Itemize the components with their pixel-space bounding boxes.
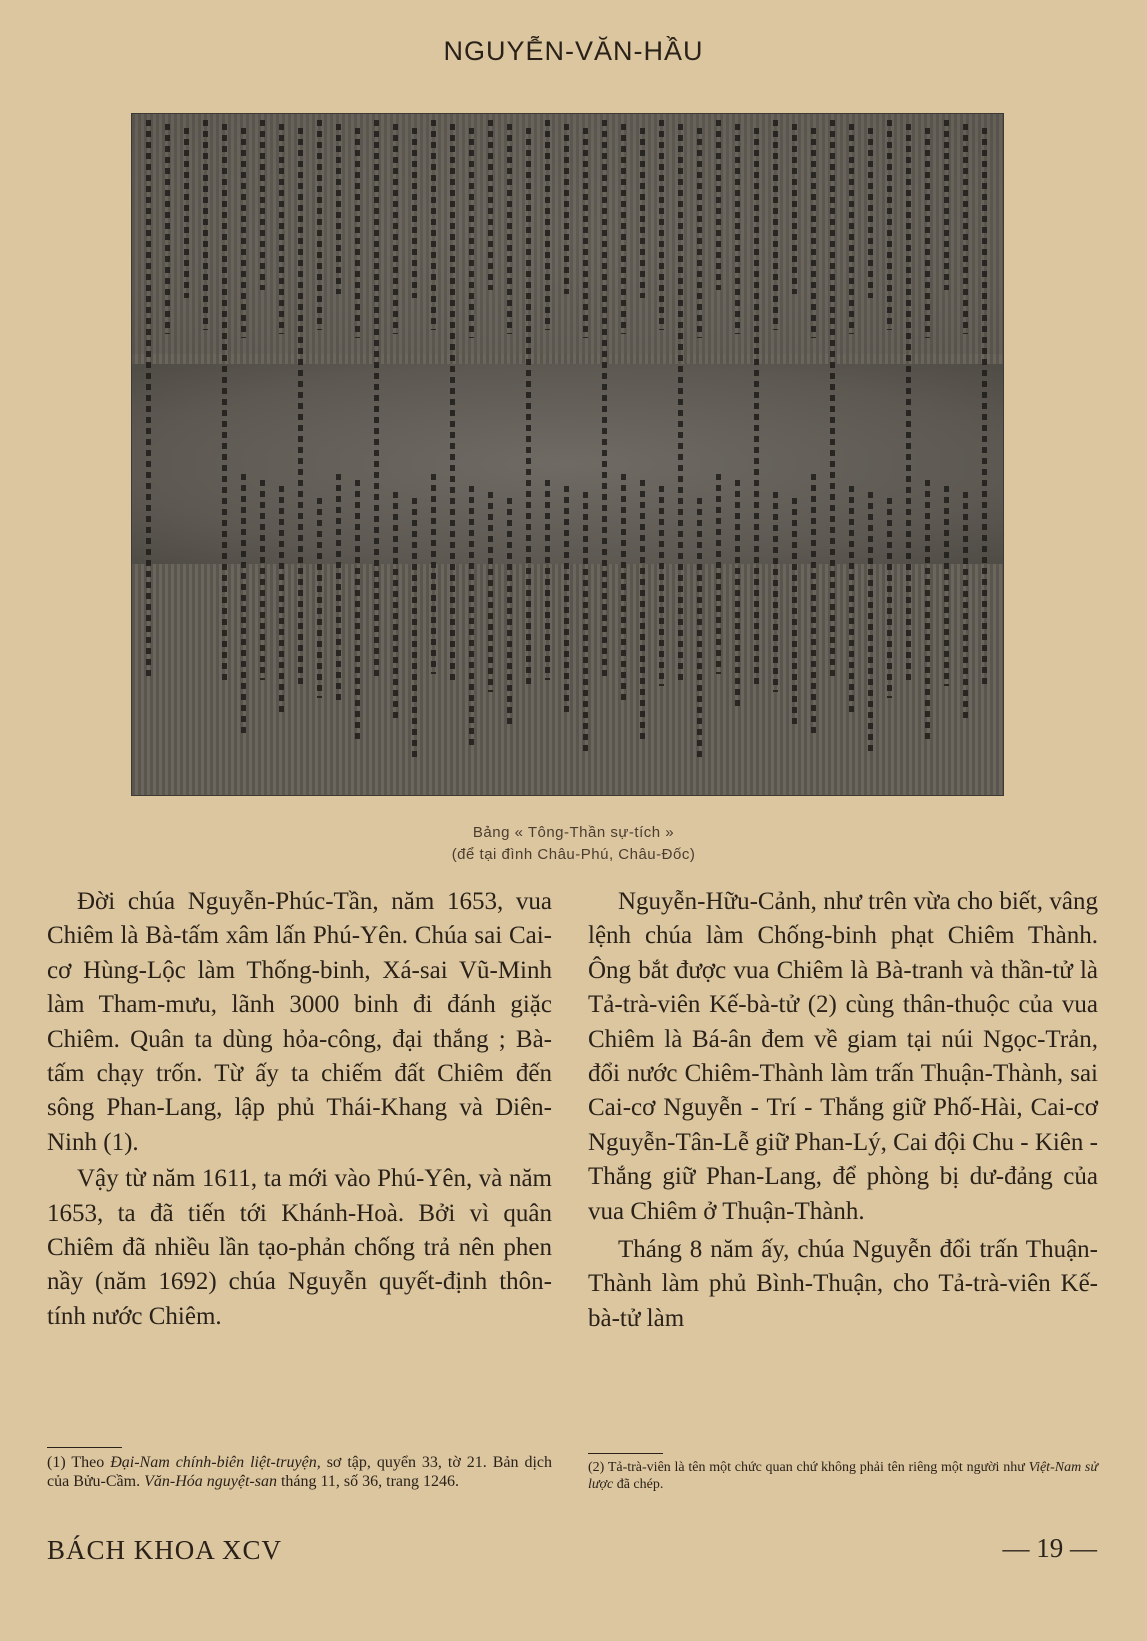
stele-text-column xyxy=(241,128,246,338)
stele-text-column xyxy=(564,486,569,716)
footer-page-number: — 19 — xyxy=(1002,1533,1097,1563)
stele-text-column xyxy=(792,498,797,728)
stele-text-column xyxy=(982,128,987,688)
stele-text-column xyxy=(431,120,436,330)
footnote-1 xyxy=(47,1453,552,1491)
stele-text-column xyxy=(412,128,417,298)
stele-text-column xyxy=(640,480,645,740)
stele-text-column xyxy=(678,124,683,684)
stele-text-column xyxy=(336,474,341,704)
stele-text-column xyxy=(317,498,322,698)
stele-text-column xyxy=(184,128,189,298)
stele-text-column xyxy=(469,486,474,746)
right-paragraph-2: Tháng 8 năm ấy, chúa Nguyễn đổi trấn Thuận-Thành làm phủ Bình-Thuận, cho Tả-trà-viên Kế-bà-tử làm xyxy=(588,1236,1098,1332)
stele-text-column xyxy=(526,128,531,688)
stele-text-column xyxy=(697,498,702,758)
footnote-1-mid: sơ tập, quyển 33, tờ 21. Bản dịch của Bửu-Cầm. xyxy=(47,1454,553,1490)
stele-text-column xyxy=(887,120,892,330)
left-paragraph-1: Đời chúa Nguyễn-Phúc-Tần, năm 1653, vua Chiêm là Bà-tấm xâm lấn Phú-Yên. Chúa sai Cai-cơ Hùng-Lộc làm Thống-binh, Xá-sai Vũ-Minh làm Tham-mưu, lãnh 3000 binh đi đánh giặc Chiêm. Quân ta dùng hỏa-công, đại thắng ; Bà-tấm chạy trốn. Từ ấy ta chiếm đất Chiêm đến sông Phan-Lang, lập phủ Thái-Khang và Diên-Ninh (1). xyxy=(47,888,552,1156)
stele-text-column xyxy=(944,120,949,290)
caption-line-1: Bảng « Tông-Thần sự-tích » xyxy=(472,824,675,841)
stele-text-column xyxy=(849,124,854,334)
figure-caption xyxy=(0,822,1147,866)
stele-text-column xyxy=(355,480,360,740)
stele-text-column xyxy=(735,480,740,710)
stele-text-column xyxy=(222,124,227,684)
stele-text-column xyxy=(545,120,550,330)
page-header-author: NGUYỄN-VĂN-HẦU xyxy=(443,36,704,66)
footnote-1-source: Đại-Nam chính-biên liệt-truyện, xyxy=(110,1454,321,1471)
stele-text-column xyxy=(811,474,816,734)
stele-text-column xyxy=(374,120,379,680)
stele-text-column xyxy=(640,128,645,298)
stele-text-column xyxy=(735,124,740,334)
stele-text-column xyxy=(887,498,892,698)
stele-text-column xyxy=(621,474,626,704)
stele-text-column xyxy=(925,480,930,740)
right-column xyxy=(588,885,1098,1336)
stele-photograph xyxy=(131,113,1004,796)
stele-text-column xyxy=(165,124,170,334)
stele-text-column xyxy=(773,120,778,330)
stele-text-column xyxy=(963,492,968,722)
stele-text-column xyxy=(488,120,493,290)
stele-text-column xyxy=(564,124,569,294)
footnote-1-journal: Văn-Hóa nguyệt-san xyxy=(144,1473,277,1490)
stele-text-column xyxy=(659,486,664,686)
stele-text-column xyxy=(906,124,911,684)
footer-journal: BÁCH KHOA XCV xyxy=(47,1535,283,1565)
right-paragraph-1: Nguyễn-Hữu-Cảnh, như trên vừa cho biết, vâng lệnh chúa làm Chống-binh phạt Chiêm Thành. Ông bắt được vua Chiêm là Bà-tranh và thần-tử là Tả-trà-viên Kế-bà-tử (2) cùng thân-thuộc của vua Chiêm là Bá-ân đem về giam tại núi Ngọc-Trản, đổi nước Chiêm-Thành làm trấn Thuận-Thành, sai Cai-cơ Nguyễn - Trí - Thắng giữ Phố-Hài, Cai-cơ Nguyễn-Tân-Lễ giữ Phan-Lý, Cai đội Chu - Kiên - Thắng giữ Phan-Lang, để phòng bị dư-đảng của vua Chiêm ở Thuận-Thành. xyxy=(588,888,1098,1225)
stele-text-column xyxy=(260,120,265,290)
stele-text-column xyxy=(393,124,398,334)
stele-text-column xyxy=(659,120,664,330)
stele-text-column xyxy=(469,128,474,338)
stele-text-column xyxy=(450,124,455,684)
footnote-2-end: đã chép. xyxy=(616,1477,664,1492)
caption-line-2: (để tại đình Châu-Phú, Châu-Đốc) xyxy=(451,846,696,863)
stele-text-column xyxy=(716,474,721,674)
stele-text-column xyxy=(944,486,949,686)
stele-text-column xyxy=(697,128,702,338)
stele-text-column xyxy=(393,492,398,722)
stele-text-column xyxy=(830,120,835,680)
left-column xyxy=(47,885,552,1334)
stele-text-column xyxy=(260,480,265,680)
stele-text-column xyxy=(716,120,721,290)
stele-text-column xyxy=(203,120,208,330)
stele-text-column xyxy=(868,128,873,298)
stele-text-column xyxy=(355,128,360,338)
stele-text-column xyxy=(146,120,151,680)
stele-text-column xyxy=(298,128,303,688)
stele-text-column xyxy=(507,498,512,728)
footnote-2 xyxy=(588,1459,1098,1493)
stele-text-column xyxy=(621,124,626,334)
stele-text-column xyxy=(241,474,246,734)
stele-text-column xyxy=(583,492,588,752)
stele-text-column xyxy=(773,492,778,692)
stele-text-column xyxy=(279,124,284,334)
footnote-rule-left xyxy=(47,1447,122,1448)
stele-text-column xyxy=(811,128,816,338)
footnote-rule-right xyxy=(588,1453,663,1454)
footnote-1-prefix: (1) Theo xyxy=(47,1454,105,1471)
stele-text-column xyxy=(507,124,512,334)
footnote-2-prefix: (2) Tả-trà-viên là tên một chức quan chứ không phải tên riêng một người như xyxy=(588,1460,1025,1475)
stele-text-column xyxy=(925,128,930,338)
footnote-2-source: Việt-Nam sử lược xyxy=(588,1460,1099,1492)
stele-text-column xyxy=(849,486,854,716)
stele-text-column xyxy=(488,492,493,692)
stele-text-column xyxy=(336,124,341,294)
stele-text-column xyxy=(754,128,759,688)
stele-text-column xyxy=(545,480,550,680)
stele-text-column xyxy=(583,128,588,338)
stele-text-column xyxy=(317,120,322,330)
footnote-1-end: tháng 11, số 36, trang 1246. xyxy=(280,1473,460,1490)
left-paragraph-2: Vậy từ năm 1611, ta mới vào Phú-Yên, và năm 1653, ta đã tiến tới Khánh-Hoà. Bởi vì quân Chiêm đã nhiều lần tạo-phản chống trả nên phen nầy (năm 1692) chúa Nguyễn quyết-định thôn-tính nước Chiêm. xyxy=(47,1165,552,1330)
stele-text-column xyxy=(602,120,607,680)
stele-text-column xyxy=(412,498,417,758)
stele-text-column xyxy=(792,124,797,294)
stele-text-column xyxy=(963,124,968,334)
stele-text-column xyxy=(868,492,873,752)
stele-text-column xyxy=(279,486,284,716)
stele-text-column xyxy=(431,474,436,674)
